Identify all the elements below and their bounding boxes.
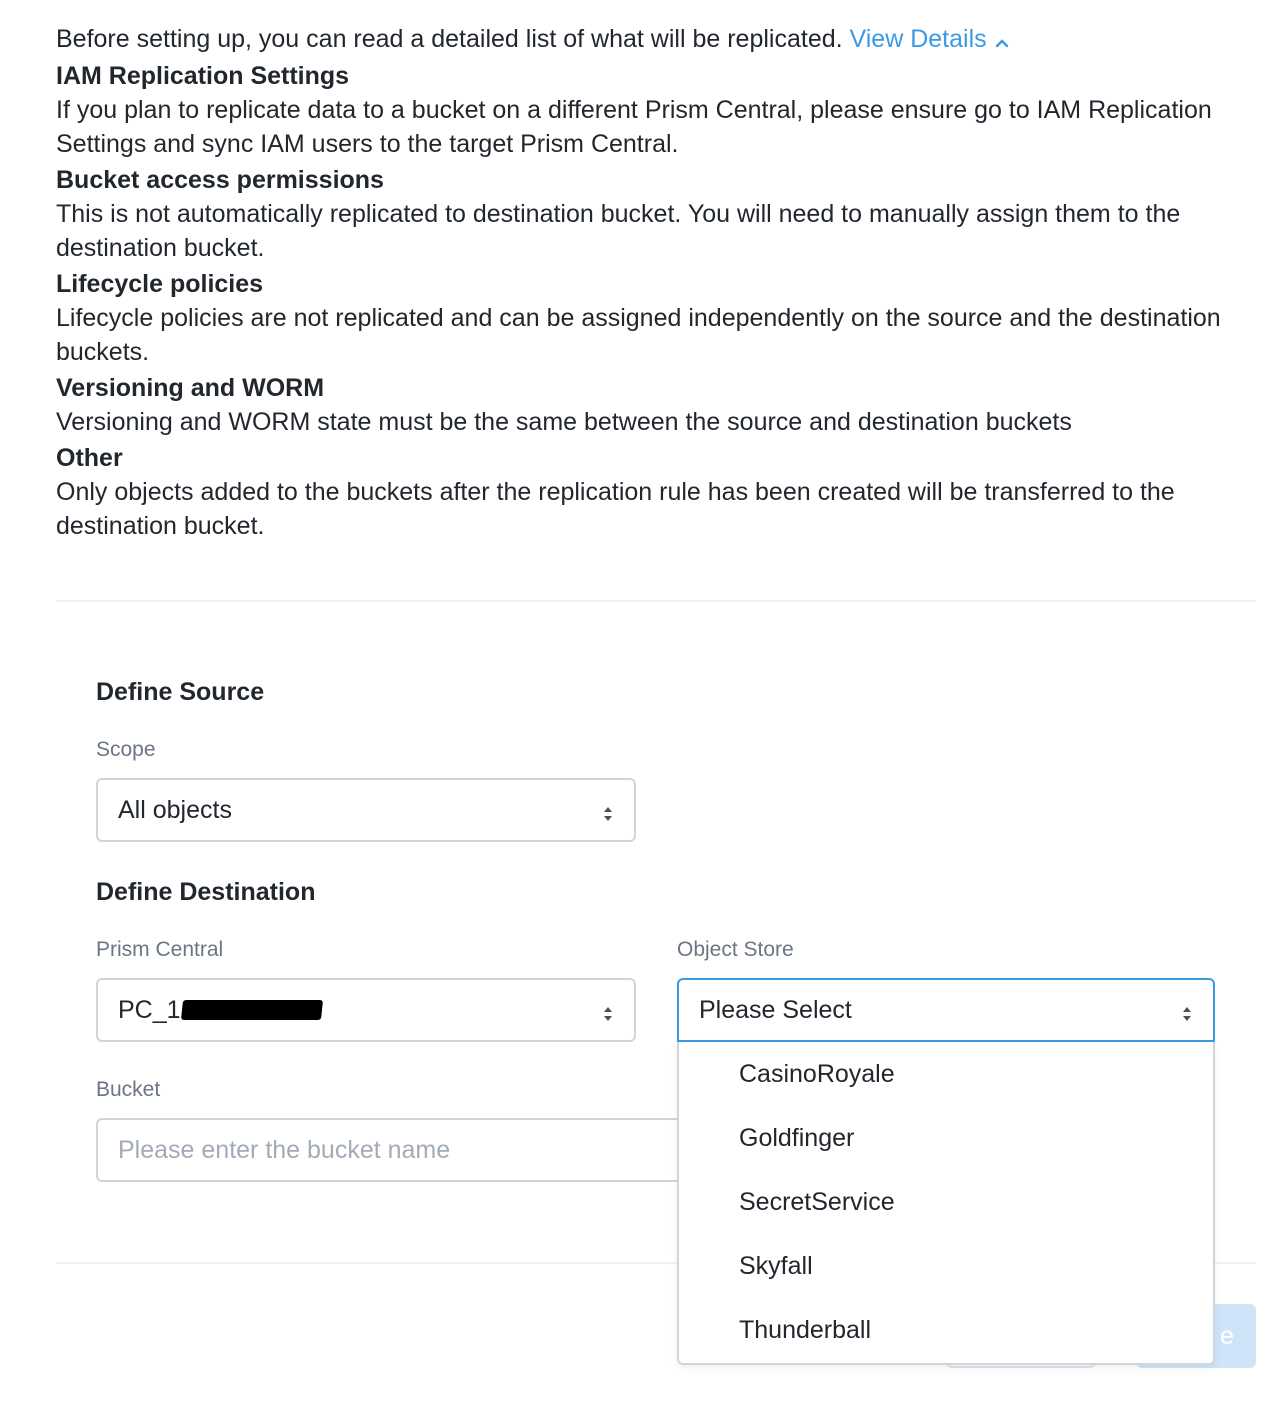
section-body-iam: If you plan to replicate data to a bucket on a different Prism Central, please ensure go to IAM Replication Settings and sync IAM users to the target Prism Central. [56, 96, 1212, 159]
bucket-label: Bucket [96, 1078, 161, 1101]
section-heading-other: Other [56, 444, 123, 473]
prism-central-label: Prism Central [96, 938, 224, 961]
divider [56, 600, 1256, 602]
bucket-name-input[interactable] [96, 1118, 696, 1182]
details-intro-line [56, 22, 1261, 57]
object-store-option[interactable]: SecretService [739, 1187, 895, 1216]
sort-arrows-icon [602, 801, 614, 819]
view-details-label: View Details [849, 25, 987, 53]
object-store-label: Object Store [677, 938, 794, 961]
scope-label: Scope [96, 738, 156, 761]
replication-details [56, 22, 1261, 543]
redaction-mark [180, 1000, 322, 1020]
prism-central-select[interactable] [96, 978, 636, 1042]
object-store-option[interactable]: CasinoRoyale [739, 1059, 895, 1088]
save-button-label: e [1220, 1321, 1234, 1350]
object-store-select[interactable] [677, 978, 1215, 1042]
scope-value: All objects [118, 795, 232, 824]
define-destination-title: Define Destination [96, 878, 316, 906]
chevron-up-icon [995, 23, 1009, 57]
sort-arrows-icon [1181, 1001, 1193, 1019]
section-body-other: Only objects added to the buckets after the replication rule has been created will be transferred to the destination bucket. [56, 478, 1175, 541]
section-body-permissions: This is not automatically replicated to destination bucket. You will need to manually assign them to the destination bucket. [56, 200, 1181, 263]
object-store-option[interactable]: Thunderball [739, 1315, 872, 1344]
view-details-link[interactable] [850, 25, 1009, 53]
object-store-option[interactable]: Goldfinger [739, 1123, 855, 1152]
object-store-dropdown [677, 1042, 1215, 1365]
details-intro-text: Before setting up, you can read a detailed list of what will be replicated. [56, 25, 843, 53]
section-body-versioning: Versioning and WORM state must be the same between the source and destination buckets [56, 408, 1072, 437]
object-store-option[interactable]: Skyfall [739, 1251, 813, 1280]
object-store-value: Please Select [699, 995, 852, 1024]
sort-arrows-icon [602, 1001, 614, 1019]
section-heading-lifecycle: Lifecycle policies [56, 270, 264, 299]
scope-select[interactable] [96, 778, 636, 842]
define-source-title: Define Source [96, 678, 265, 706]
prism-central-value: PC_1 [118, 995, 181, 1024]
section-heading-iam: IAM Replication Settings [56, 62, 350, 91]
section-heading-permissions: Bucket access permissions [56, 166, 384, 195]
section-heading-versioning: Versioning and WORM [56, 374, 325, 403]
section-body-lifecycle: Lifecycle policies are not replicated and can be assigned independently on the source and the destination buckets. [56, 304, 1221, 367]
